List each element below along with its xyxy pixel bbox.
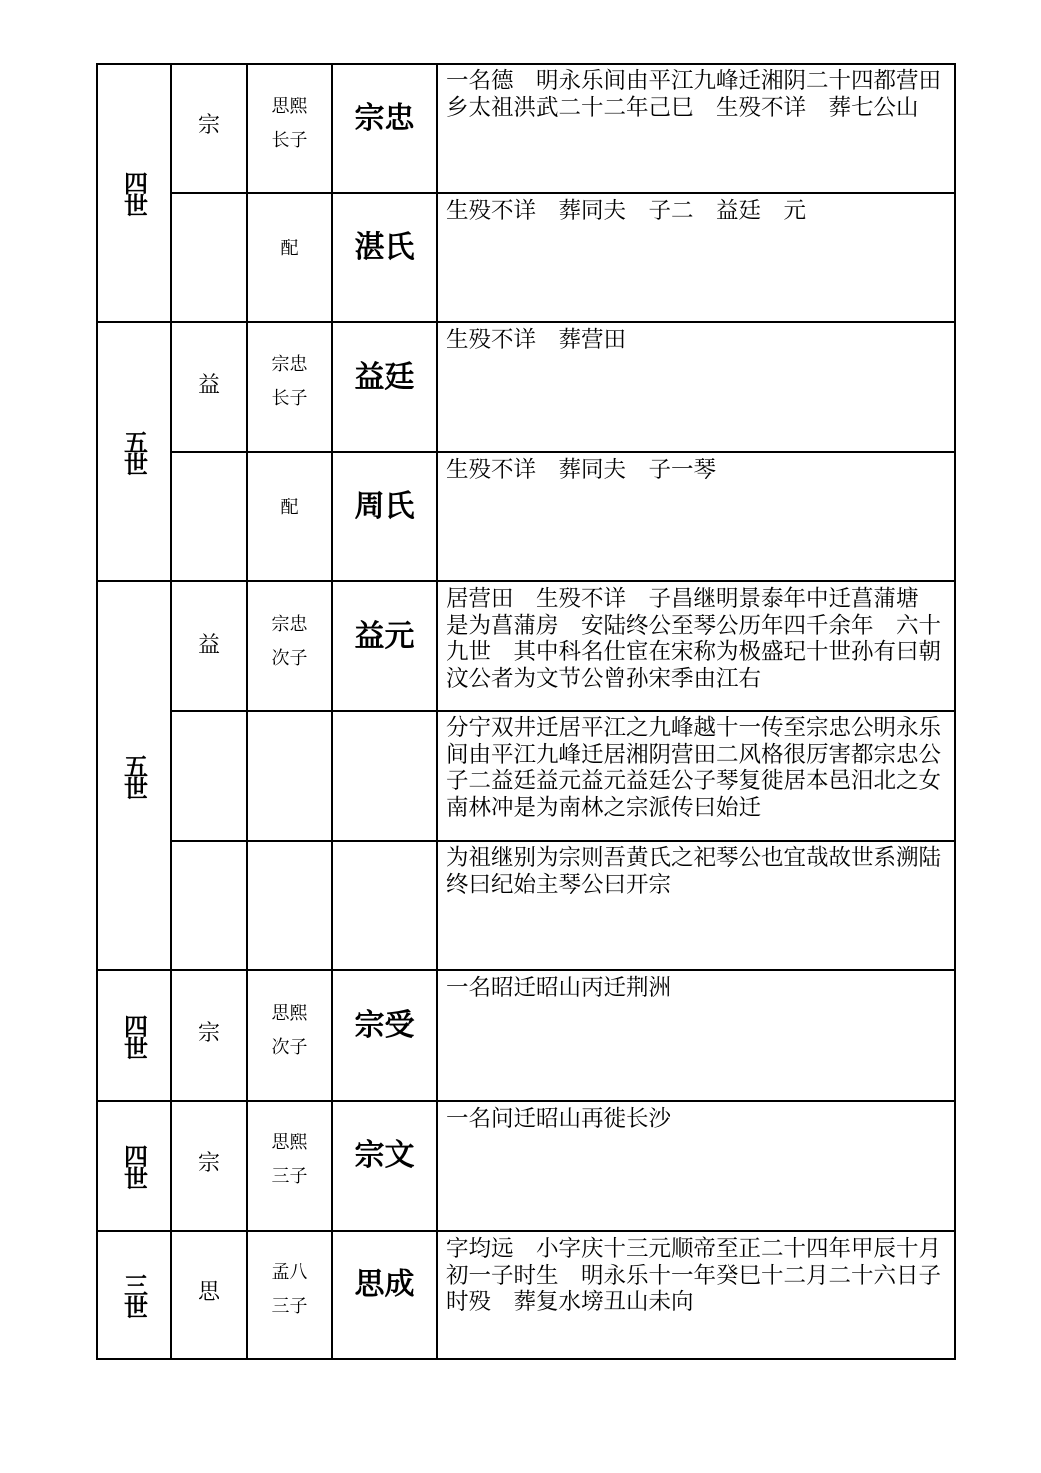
parent-name: 宗忠 [271,614,308,635]
biography-text: 生殁不详 葬营田 [446,327,627,353]
generation-label: 三世 [119,1273,149,1317]
generation-character: 益 [197,633,220,658]
parent-name: 思熙 [271,1003,308,1024]
table-border-bottom [96,1358,956,1360]
generation-label: 四世 [119,1144,149,1188]
parent-name: 孟八 [271,1262,308,1283]
birth-order: 三子 [271,1166,308,1187]
spouse-label: 配 [280,497,299,518]
parent-name: 思熙 [271,1132,308,1153]
birth-order: 长子 [271,388,308,409]
person-name: 益廷 [354,360,415,395]
spouse-label: 配 [280,238,299,259]
person-name: 湛氏 [354,230,415,265]
generation-label: 五世 [119,429,149,474]
person-name: 宗文 [354,1138,415,1173]
row-divider [170,451,956,453]
generation-character: 益 [197,373,220,398]
row-divider [96,969,956,971]
row-divider [96,1100,956,1102]
generation-character: 宗 [197,113,220,138]
person-name: 思成 [354,1267,415,1302]
biography-text: 字均远 小字庆十三元顺帝至正二十四年甲辰十月初一子时生 明永乐十一年癸巳十二月二十六日子时殁 葬复水塝丑山未向 [446,1236,942,1315]
row-divider [170,192,956,194]
biography-text: 生殁不详 葬同夫 子二 益廷 元 [446,198,807,224]
birth-order: 次子 [271,648,308,669]
generation-character: 宗 [197,1021,220,1046]
parent-name: 思熙 [271,96,308,117]
biography-text: 居营田 生殁不详 子昌继明景泰年中迁菖蒲塘 是为菖蒲房 安陆终公至琴公历年四千余年 六十九世 其中科名仕宦在宋称为极盛玘十世孙有曰朝汶公者为文节公曾孙宋季由江右 [446,586,942,692]
generation-label: 四世 [119,171,149,215]
row-divider [96,321,956,323]
biography-text: 为祖继别为宗则吾黄氏之祀琴公也宜哉故世系溯陆终曰纪始主琴公曰开宗 [446,845,942,898]
parent-name: 宗忠 [271,354,308,375]
generation-label: 五世 [119,753,149,798]
generation-character: 宗 [197,1151,220,1176]
biography-text: 分宁双井迁居平江之九峰越十一传至宗忠公明永乐间由平江九峰迁居湘阴营田二风格很厉害都宗忠公子二益廷益元益元益廷公子琴复徙居本邑汨北之女南林冲是为南林之宗派传曰始迁 [446,715,942,821]
person-name: 周氏 [354,489,415,524]
biography-text: 一名德 明永乐间由平江九峰迁湘阴二十四都营田乡太祖洪武二十二年己巳 生殁不详 葬七公山 [446,68,942,121]
biography-text: 生殁不详 葬同夫 子一琴 [446,457,717,483]
row-divider [96,580,956,582]
birth-order: 三子 [271,1296,308,1317]
generation-label: 四世 [119,1013,149,1058]
row-divider [170,840,956,842]
birth-order: 长子 [271,130,308,151]
biography-text: 一名问迁昭山再徙长沙 [446,1106,672,1132]
generation-character: 思 [197,1280,220,1305]
person-name: 宗忠 [354,101,415,136]
person-name: 宗受 [354,1008,415,1043]
birth-order: 次子 [271,1037,308,1058]
person-name: 益元 [354,619,415,654]
row-divider [170,710,956,712]
biography-text: 一名昭迁昭山丙迁荆洲 [446,975,672,1001]
row-divider [96,1230,956,1232]
table-border-top [96,63,956,65]
